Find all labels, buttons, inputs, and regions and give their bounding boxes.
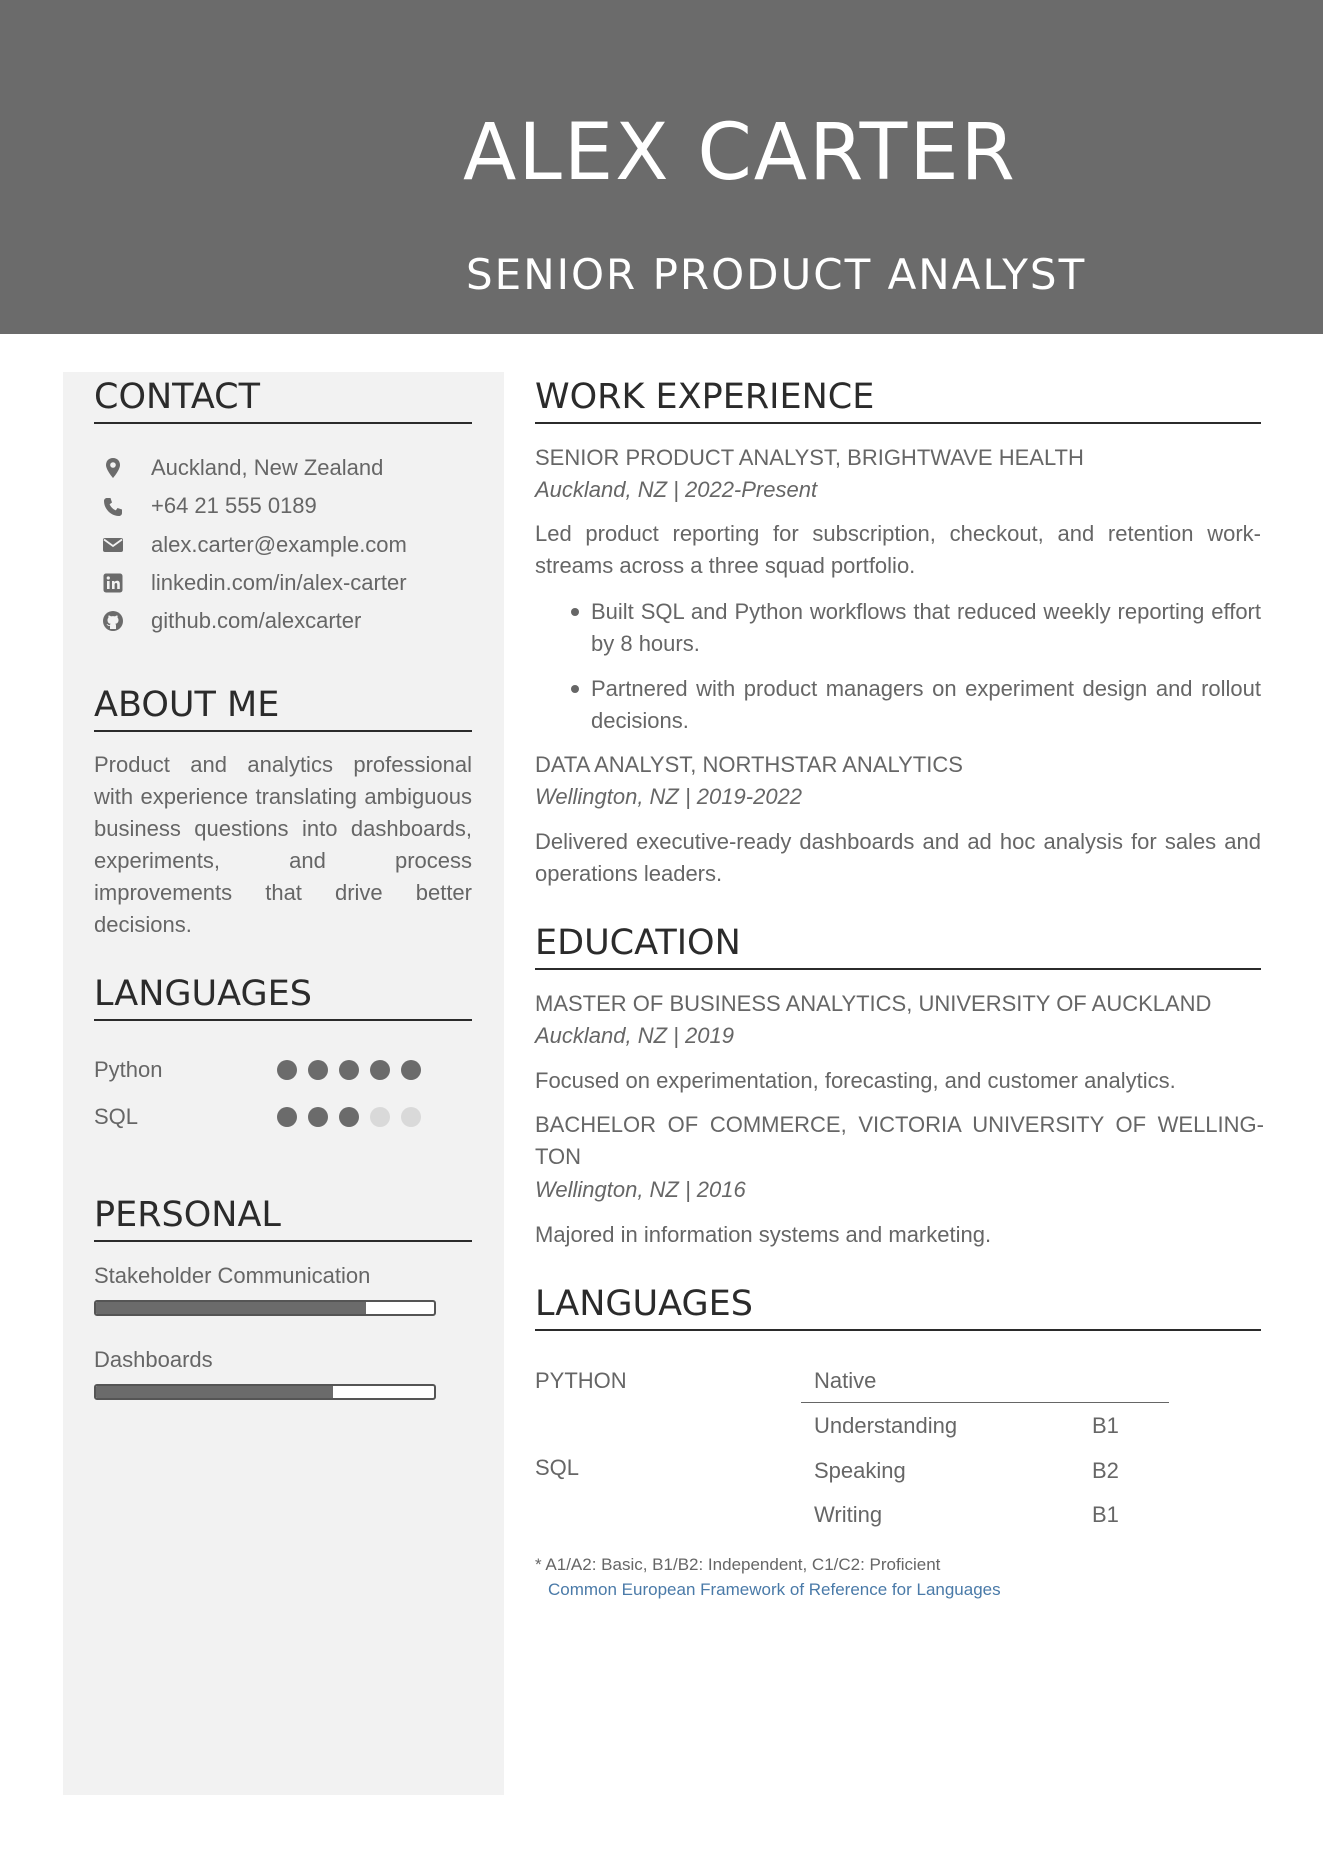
linkedin-icon <box>102 572 124 594</box>
contact-divider <box>94 422 472 424</box>
education-divider <box>535 968 1261 970</box>
degree-title: BACHELOR OF COMMERCE, VICTORIA UNIVERSITY OF WELLING- <box>535 1112 1264 1137</box>
languages-table-divider <box>535 1329 1261 1331</box>
rating-dot-filled <box>339 1107 359 1127</box>
language-name-python: Python <box>94 1057 163 1082</box>
degree-meta: Wellington, NZ | 2016 <box>535 1177 746 1202</box>
lang-table-skill: Native <box>814 1368 877 1393</box>
rating-dot-filled <box>339 1060 359 1080</box>
rating-dot-filled <box>370 1060 390 1080</box>
lang-table-skill: Understanding <box>814 1413 958 1438</box>
languages-heading: LANGUAGES <box>94 974 312 1014</box>
language-rating-python <box>277 1060 421 1080</box>
bullet-marker <box>571 685 579 693</box>
phone-icon <box>102 496 124 518</box>
lang-table-skill: Writing <box>814 1502 883 1527</box>
cefr-link[interactable]: Common European Framework of Reference for Languages <box>548 1580 1001 1599</box>
rating-dot-filled <box>308 1107 328 1127</box>
lang-table-skill: Speaking <box>814 1458 906 1483</box>
lang-table-name: PYTHON <box>535 1368 627 1393</box>
rating-dot-empty <box>370 1107 390 1127</box>
contact-location: Auckland, New Zealand <box>151 455 384 480</box>
degree-meta: Auckland, NZ | 2019 <box>535 1023 734 1048</box>
skill-bar-stakeholder <box>94 1300 436 1316</box>
work-heading: WORK EXPERIENCE <box>535 377 875 417</box>
job-title: DATA ANALYST, NORTHSTAR ANALYTICS <box>535 752 963 777</box>
contact-heading: CONTACT <box>94 377 260 417</box>
degree-title: MASTER OF BUSINESS ANALYTICS, UNIVERSITY OF AUCKLAND <box>535 991 1212 1016</box>
header-banner <box>0 0 1323 334</box>
rating-dot-filled <box>401 1060 421 1080</box>
skill-bar-fill <box>96 1386 333 1398</box>
candidate-name: ALEX CARTER <box>463 108 1017 198</box>
envelope-icon <box>102 534 124 556</box>
github-icon <box>102 610 124 632</box>
job-bullet: Built SQL and Python workflows that reduced weekly reporting effort by 8 hours. <box>591 599 1261 656</box>
rating-dot-empty <box>401 1107 421 1127</box>
language-name-sql: SQL <box>94 1104 139 1129</box>
language-rating-sql <box>277 1107 421 1127</box>
personal-heading: PERSONAL <box>94 1195 281 1235</box>
candidate-title: SENIOR PRODUCT ANALYST <box>466 250 1087 299</box>
about-divider <box>94 730 472 732</box>
rating-dot-filled <box>277 1060 297 1080</box>
skill-name-stakeholder: Stakeholder Communication <box>94 1263 371 1288</box>
languages-table-heading: LANGUAGES <box>535 1284 753 1324</box>
work-divider <box>535 422 1261 424</box>
about-text: Product and analytics professional with experience translating ambiguous business questions into dashboards, experiments, and process improvements that drive better decisions. <box>94 752 472 937</box>
cefr-footnote: * A1/A2: Basic, B1/B2: Independent, C1/C2: Proficient <box>535 1555 941 1574</box>
languages-divider <box>94 1019 472 1021</box>
job-summary: Delivered executive-ready dashboards and ad hoc analysis for sales and operations leaders. <box>535 829 1261 886</box>
contact-email[interactable]: alex.carter@example.com <box>151 532 407 557</box>
personal-divider <box>94 1240 472 1242</box>
job-title: SENIOR PRODUCT ANALYST, BRIGHTWAVE HEALTH <box>535 445 1084 470</box>
degree-summary: Majored in information systems and marketing. <box>535 1222 992 1247</box>
job-meta: Wellington, NZ | 2019-2022 <box>535 784 803 809</box>
job-summary: Led product reporting for subscription, checkout, and retention work-streams across a three squad portfolio. <box>535 521 1261 578</box>
job-meta: Auckland, NZ | 2022-Present <box>535 477 818 502</box>
location-pin-icon <box>102 457 124 479</box>
rating-dot-filled <box>308 1060 328 1080</box>
contact-github[interactable]: github.com/alexcarter <box>151 608 362 633</box>
bullet-marker <box>571 608 579 616</box>
skill-name-dashboards: Dashboards <box>94 1347 213 1372</box>
lang-table-level: B1 <box>1092 1413 1119 1438</box>
degree-title-continued: TON <box>535 1144 582 1169</box>
lang-table-level: B2 <box>1092 1458 1119 1483</box>
rating-dot-filled <box>277 1107 297 1127</box>
contact-phone: +64 21 555 0189 <box>151 493 317 518</box>
degree-summary: Focused on experimentation, forecasting, and customer analytics. <box>535 1068 1176 1093</box>
about-heading: ABOUT ME <box>94 685 280 725</box>
job-bullet: Partnered with product managers on experiment design and rollout decisions. <box>591 676 1261 733</box>
lang-table-name: SQL <box>535 1455 580 1480</box>
lang-table-level: B1 <box>1092 1502 1119 1527</box>
skill-bar-dashboards <box>94 1384 436 1400</box>
skill-bar-fill <box>96 1302 366 1314</box>
lang-table-rule <box>801 1402 1169 1403</box>
education-heading: EDUCATION <box>535 923 741 963</box>
contact-linkedin[interactable]: linkedin.com/in/alex-carter <box>151 570 407 595</box>
